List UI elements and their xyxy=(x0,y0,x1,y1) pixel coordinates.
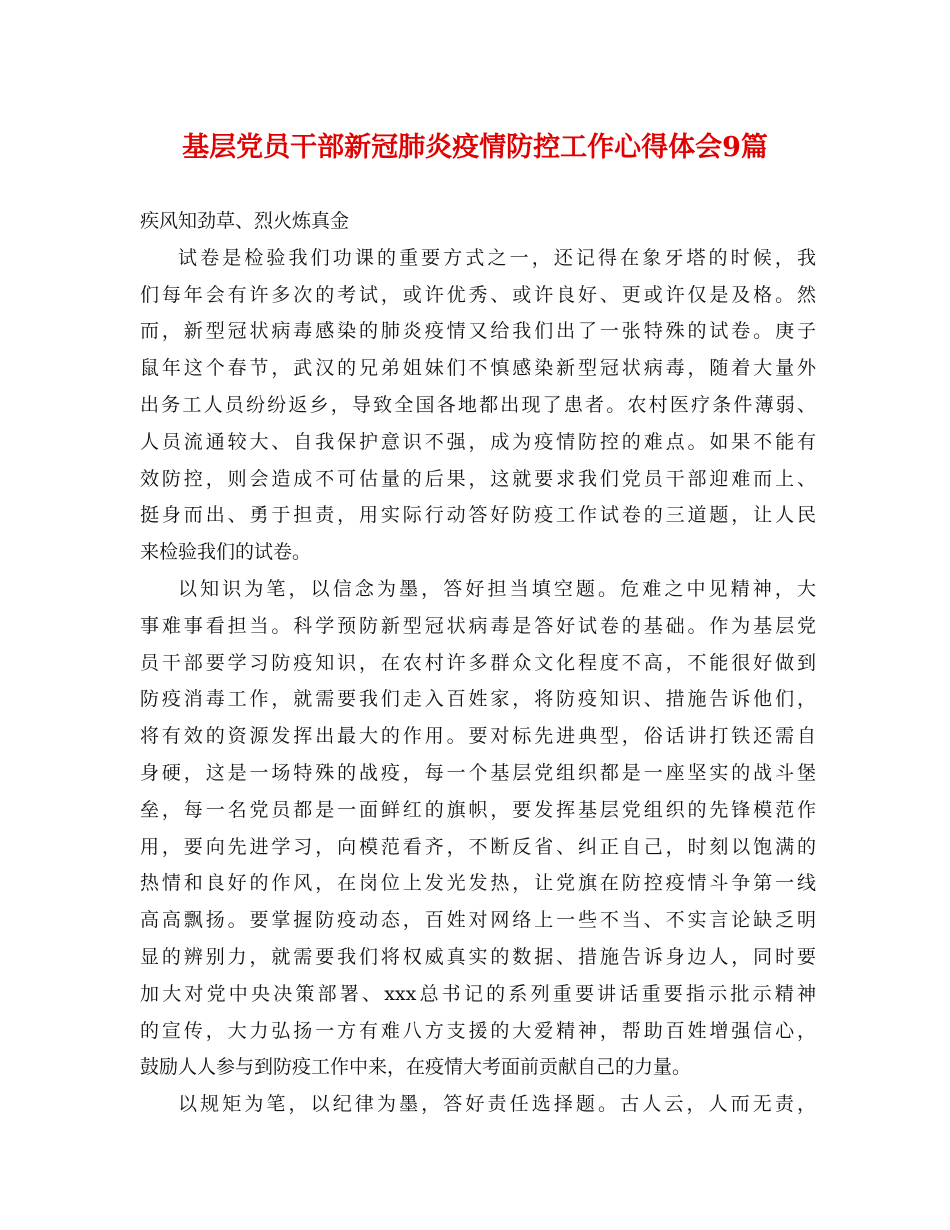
paragraph-line: 用，要向先进学习，向模范看齐，不断反省、纠正自己，时刻以饱满的 xyxy=(140,835,816,858)
paragraph-line: 身硬，这是一场特殊的战疫，每一个基层党组织都是一座坚实的战斗堡 xyxy=(140,761,816,784)
paragraph-line: 防疫消毒工作，就需要我们走入百姓家，将防疫知识、措施告诉他们， xyxy=(140,688,816,711)
paragraph-line: 挺身而出、勇于担责，用实际行动答好防疫工作试卷的三道题，让人民 xyxy=(140,504,816,527)
paragraph-2 xyxy=(140,571,816,1086)
document-title: 基层党员干部新冠肺炎疫情防控工作心得体会9篇 xyxy=(182,132,768,163)
paragraph-1 xyxy=(140,240,816,571)
paragraph-line: 以知识为笔，以信念为墨，答好担当填空题。危难之中见精神，大 xyxy=(178,577,816,600)
paragraph-line: 来检验我们的试卷。 xyxy=(140,541,312,564)
paragraph-line: 们每年会有许多次的考试，或许优秀、或许良好、更或许仅是及格。然 xyxy=(140,283,816,306)
paragraph-line: 垒，每一名党员都是一面鲜红的旗帜，要发挥基层党组织的先锋模范作 xyxy=(140,798,816,821)
paragraph-line: 热情和良好的作风，在岗位上发光发热，让党旗在防控疫情斗争第一线 xyxy=(140,872,816,895)
paragraph-line: 试卷是检验我们功课的重要方式之一，还记得在象牙塔的时候，我 xyxy=(178,246,816,269)
paragraph-line: 显的辨别力，就需要我们将权威真实的数据、措施告诉身边人，同时要 xyxy=(140,945,816,968)
document-body xyxy=(140,203,816,1123)
document-subtitle: 疾风知劲草、烈火炼真金 xyxy=(140,210,350,232)
paragraph-line: 以规矩为笔，以纪律为墨，答好责任选择题。古人云，人而无责， xyxy=(178,1093,816,1116)
paragraph-line: 而，新型冠状病毒感染的肺炎疫情又给我们出了一张特殊的试卷。庚子 xyxy=(140,320,816,343)
paragraph-line: 事难事看担当。科学预防新型冠状病毒是答好试卷的基础。作为基层党 xyxy=(140,614,816,637)
paragraph-line: 加大对党中央决策部署、xxx总书记的系列重要讲话重要指示批示精神 xyxy=(140,982,816,1005)
paragraph-line: 的宣传，大力弘扬一方有难八方支援的大爱精神，帮助百姓增强信心， xyxy=(140,1019,816,1042)
paragraph-3 xyxy=(140,1086,816,1123)
paragraph-line: 出务工人员纷纷返乡，导致全国各地都出现了患者。农村医疗条件薄弱、 xyxy=(140,393,816,416)
paragraph-line: 鼓励人人参与到防疫工作中来，在疫情大考面前贡献自己的力量。 xyxy=(140,1056,692,1079)
paragraph-line: 高高飘扬。要掌握防疫动态，百姓对网络上一些不当、不实言论缺乏明 xyxy=(140,909,816,932)
paragraph-line: 鼠年这个春节，武汉的兄弟姐妹们不慎感染新型冠状病毒，随着大量外 xyxy=(140,357,816,380)
paragraph-line: 人员流通较大、自我保护意识不强，成为疫情防控的难点。如果不能有 xyxy=(140,430,816,453)
paragraph-line: 员干部要学习防疫知识，在农村许多群众文化程度不高，不能很好做到 xyxy=(140,651,816,674)
paragraph-line: 效防控，则会造成不可估量的后果，这就要求我们党员干部迎难而上、 xyxy=(140,467,816,490)
paragraph-line: 将有效的资源发挥出最大的作用。要对标先进典型，俗话讲打铁还需自 xyxy=(140,725,816,748)
